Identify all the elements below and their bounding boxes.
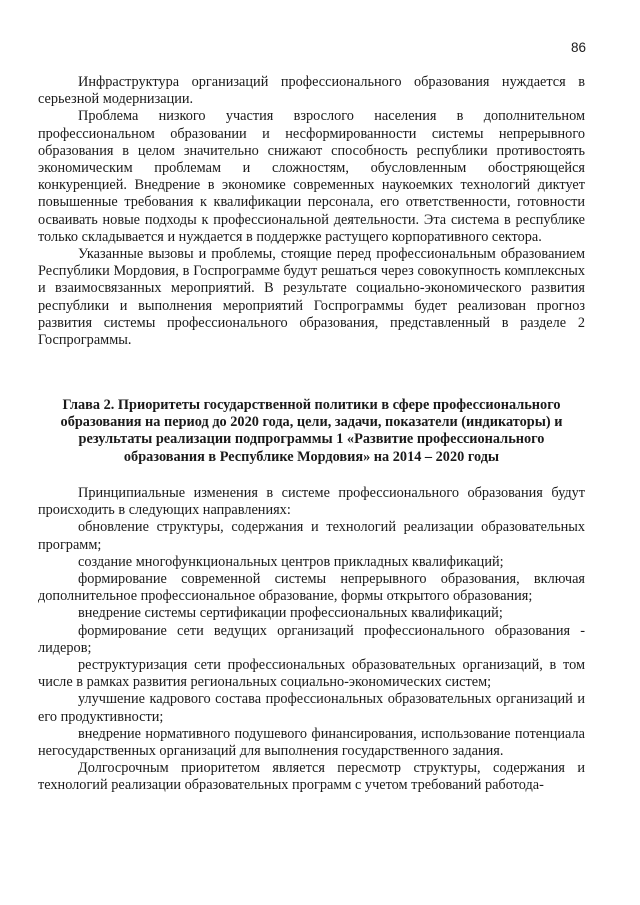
chapter-heading: Глава 2. Приоритеты государственной политики в сфере профессионального образования на период до 2020 года, цели, задачи, показатели (индикаторы) и результаты реализации подпрограммы 1 «Развитие профессионального образования в Республике Мордовия» на 2014 – 2020 годы	[60, 397, 563, 465]
paragraph: Долгосрочным приоритетом является пересмотр структуры, содержания и технологий реализации образовательных программ с учетом требований работода-	[38, 760, 585, 794]
text-section-intro	[38, 74, 585, 349]
list-item: внедрение нормативного подушевого финансирования, использование потенциала негосударственных организаций для выполнения государственного задания.	[38, 725, 585, 760]
list-item: создание многофункциональных центров прикладных квалификаций;	[78, 553, 504, 570]
list-item: реструктуризация сети профессиональных образовательных организаций, в том числе в рамках развития региональных социально-экономических систем;	[38, 657, 585, 691]
list-item: улучшение кадрового состава профессиональных образовательных организаций и его продуктивности;	[38, 691, 585, 725]
paragraph: Указанные вызовы и проблемы, стоящие перед профессиональным образованием Республики Мордовия, в Госпрограмме будут решаться через совокупность комплексных и взаимосвязанных мероприятий. В результате социально-экономического развития республики и выполнения мероприятий Госпрограммы будет реализован прогноз развития системы профессионального образования, представленный в разделе 2 Госпрограммы.	[38, 246, 585, 349]
list-item: формирование сети ведущих организаций профессионального образования - лидеров;	[38, 622, 585, 656]
list-item: обновление структуры, содержания и технологий реализации образовательных программ;	[38, 519, 585, 553]
list-item: формирование современной системы непрерывного образования, включая дополнительное профессиональное образование, формы открытого образования;	[38, 571, 585, 605]
text-section-directions	[38, 485, 585, 795]
page-number: 86	[570, 40, 586, 55]
paragraph: Проблема низкого участия взрослого населения в дополнительном профессиональном образовании и несформированности системы непрерывного образования в целом значительно снижают способность республики противостоять экономическим проблемам и сложностям, обусловленным обостряющейся конкуренцией. Внедрение в экономике современных наукоемких технологий диктует повышенные требования к квалификации персонала, его ответственности, готовности осваивать новые подходы к профессиональной деятельности. Эта система в республике только складывается и нуждается в поддержке растущего корпоративного сектора.	[38, 108, 585, 245]
paragraph: Принципиальные изменения в системе профессионального образования будут происходить в следующих направлениях:	[38, 485, 585, 519]
list-item: внедрение системы сертификации профессиональных квалификаций;	[78, 605, 503, 622]
paragraph: Инфраструктура организаций профессионального образования нуждается в серьезной модернизации.	[38, 74, 585, 108]
